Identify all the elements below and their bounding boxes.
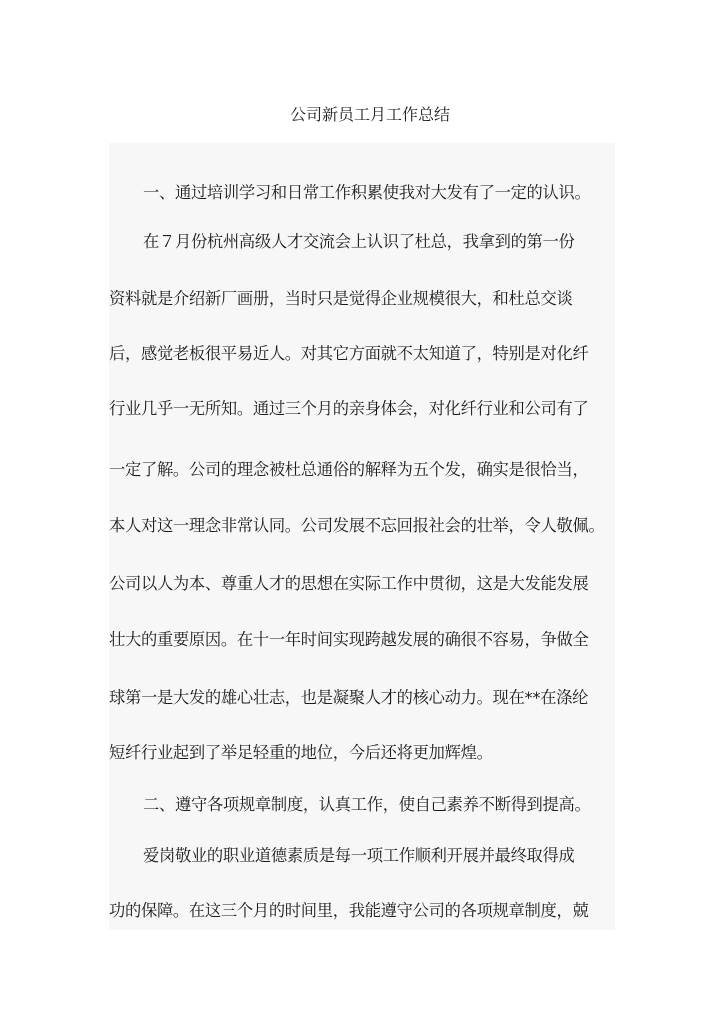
paragraph-line: 后，感觉老板很平易近人。对其它方面就不太知道了，特别是对化纤: [109, 344, 589, 363]
document-title: 公司新员工月工作总结: [289, 105, 450, 124]
paragraph-line: 在７月份杭州高级人才交流会上认识了杜总，我拿到的第一份: [143, 232, 575, 251]
paragraph-line: 球第一是大发的雄心壮志，也是凝聚人才的核心动力。现在**在涤纶: [109, 688, 589, 707]
paragraph-line: 公司以人为本、尊重人才的思想在实际工作中贯彻，这是大发能发展: [109, 574, 589, 593]
paragraph-line: 壮大的重要原因。在十一年时间实现跨越发展的确很不容易，争做全: [109, 630, 589, 649]
paragraph-line: 功的保障。在这三个月的时间里，我能遵守公司的各项规章制度，兢: [109, 901, 589, 920]
section-heading-1: 一、通过培训学习和日常工作积累使我对大发有了一定的认识。: [143, 183, 591, 202]
paragraph-line: 资料就是介绍新厂画册，当时只是觉得企业规模很大，和杜总交谈: [109, 289, 573, 308]
paragraph-line: 一定了解。公司的理念被杜总通俗的解释为五个发，确实是很恰当，: [109, 460, 589, 479]
section-heading-2: 二、遵守各项规章制度，认真工作，使自己素养不断得到提高。: [143, 795, 591, 814]
paragraph-line: 本人对这一理念非常认同。公司发展不忘回报社会的壮举，令人敬佩。: [109, 516, 605, 535]
paragraph-line: 爱岗敬业的职业道德素质是每一项工作顺利开展并最终取得成: [143, 846, 575, 865]
paragraph-line: 行业几乎一无所知。通过三个月的亲身体会，对化纤行业和公司有了: [109, 399, 589, 418]
paragraph-line: 短纤行业起到了举足轻重的地位，今后还将更加辉煌。: [109, 743, 493, 762]
